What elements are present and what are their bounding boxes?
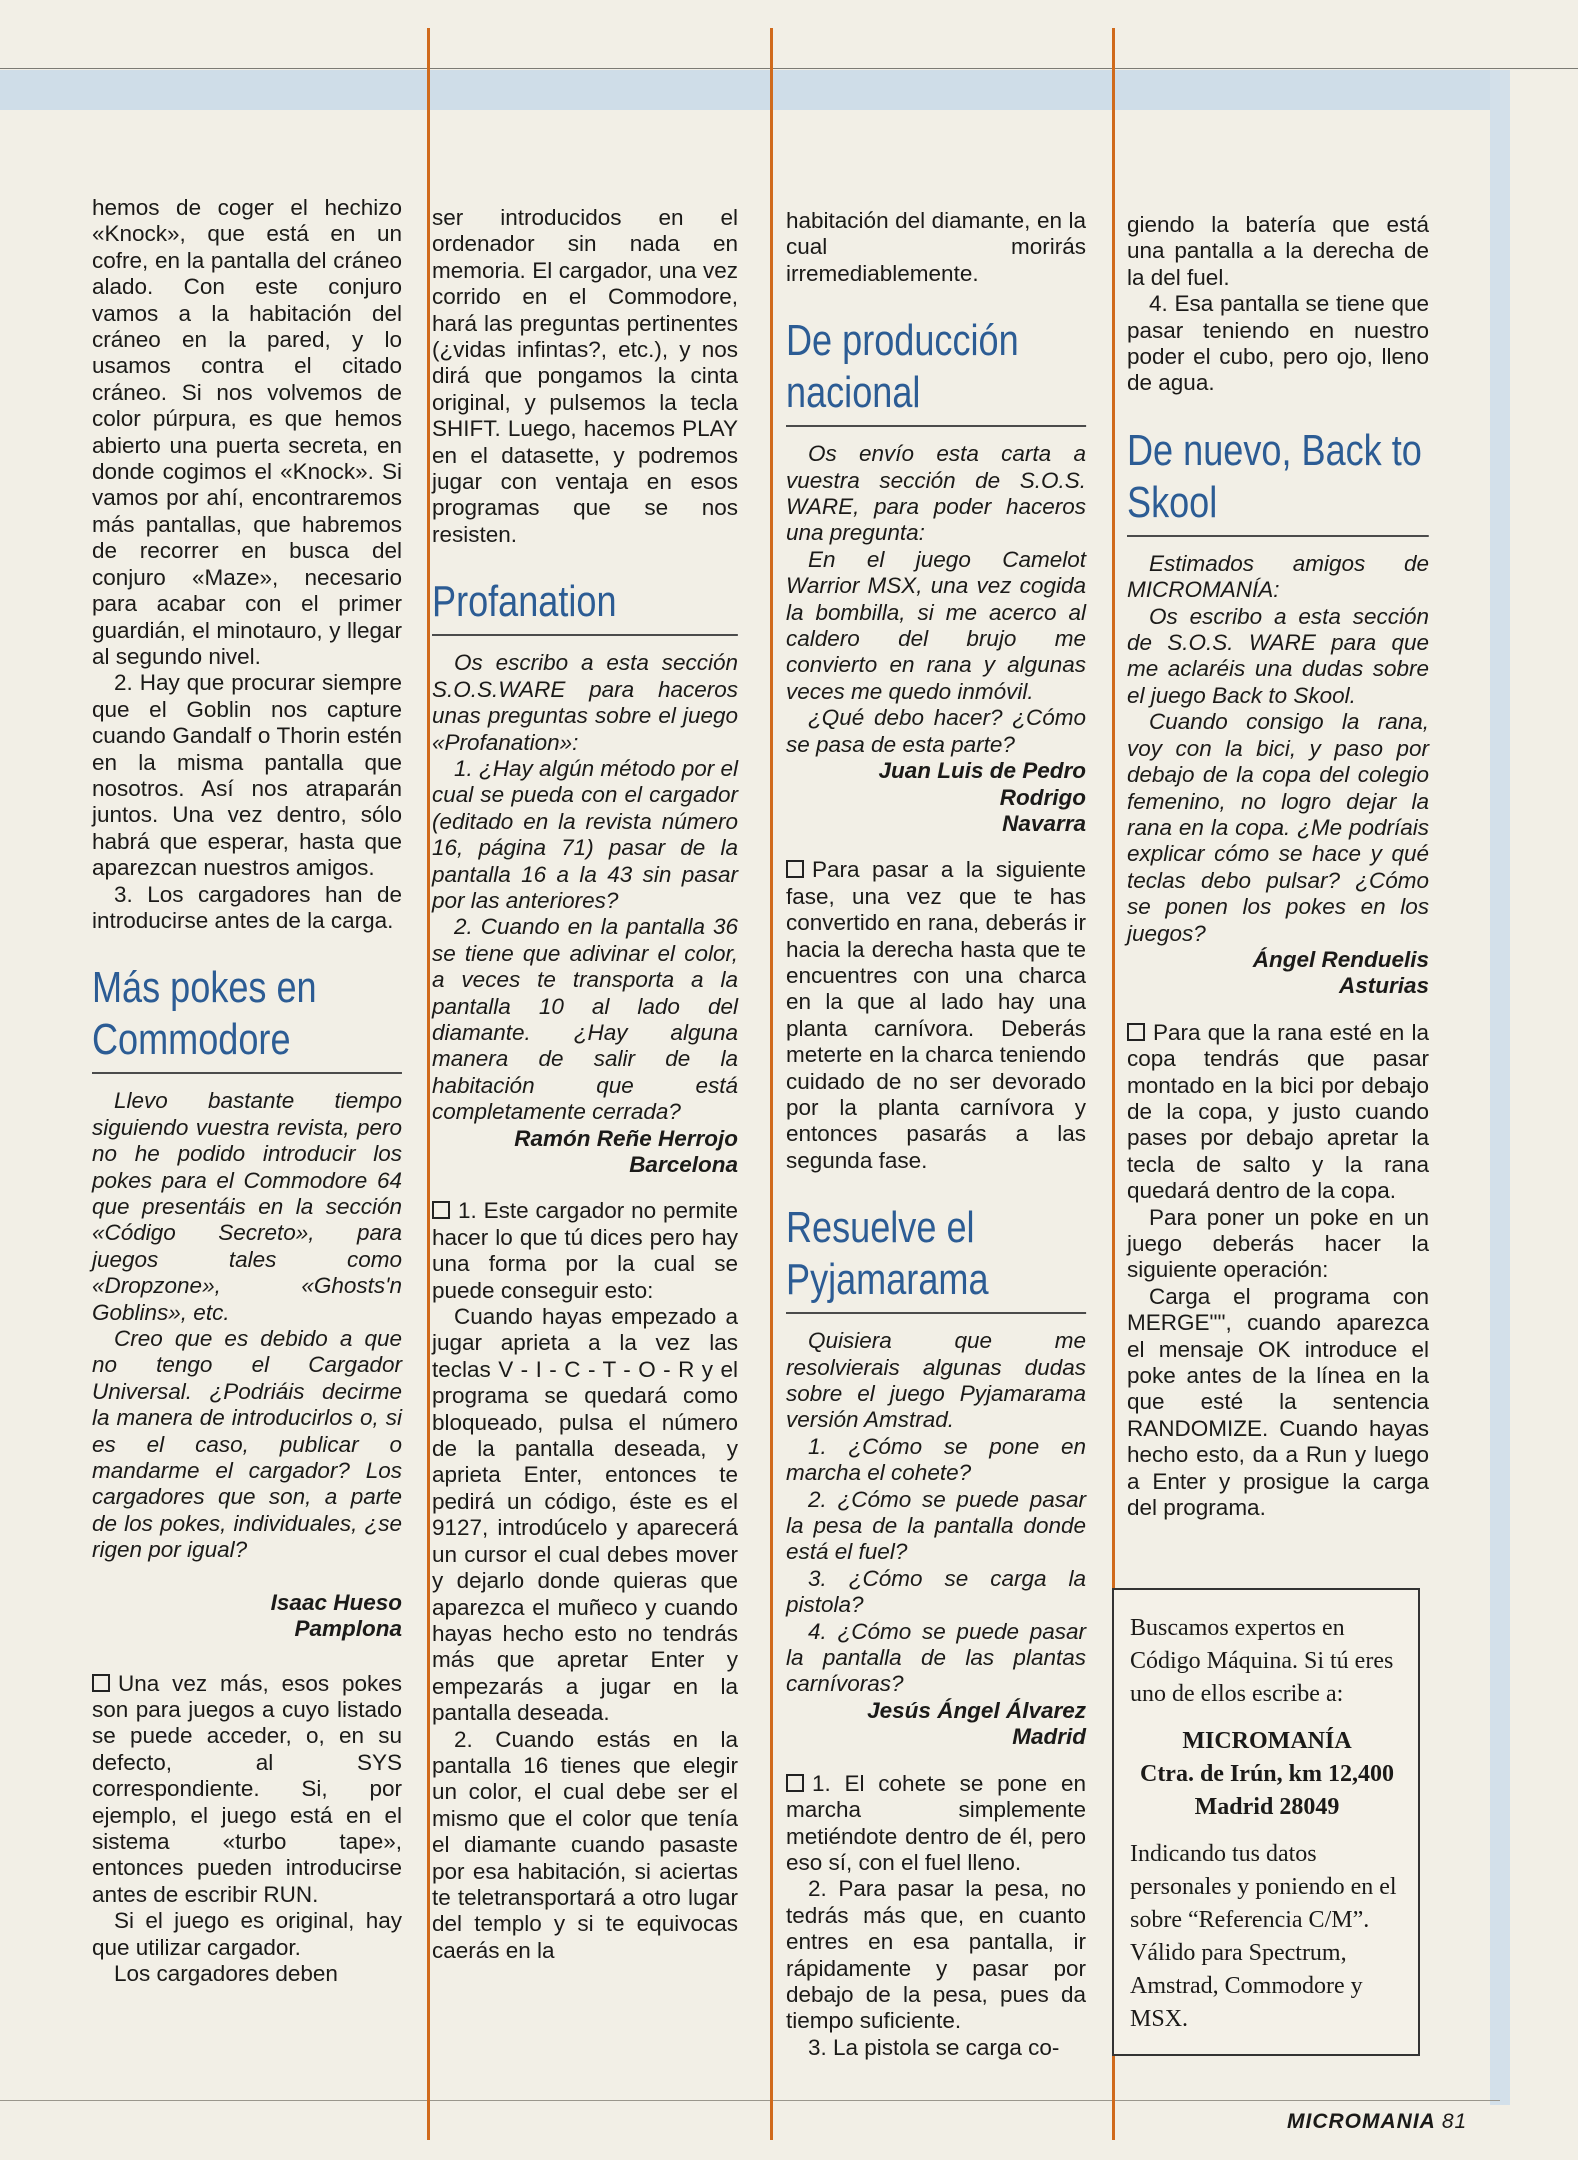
paragraph: Si el juego es original, hay que utilizar cargador. — [92, 1908, 402, 1960]
page-footer — [1287, 2110, 1467, 2134]
letter-text: 3. ¿Cómo se carga la pistola? — [786, 1565, 1086, 1618]
letter-location: Asturias — [1338, 973, 1429, 999]
letter-text: ¿Qué debo hacer? ¿Cómo se pasa de esta parte? — [786, 705, 1086, 757]
paragraph: 2. Hay que procurar siempre que el Goblin nos capture cuando Gandalf o Thorin estén en la misma pantalla que nosotros. Así nos atraparán juntos. Una vez dentro, sólo habrá que esperar, hasta que aparezcan nuestros amigos. — [92, 670, 402, 881]
letter-signature: Jesús Ángel Álvarez — [867, 1697, 1086, 1723]
section-heading: Resuelve el Pyjamarama — [786, 1202, 1086, 1314]
letter-signature: Isaac Hueso — [270, 1589, 402, 1615]
letter-text: Creo que es debido a que no tengo el Cargador Universal. ¿Podriáis decirme la manera de introducirlos o, si es el caso, publicar o mandarme el cargador? Los cargadores que son, a parte de los pokes, individuales, ¿se rigen por igual? — [92, 1326, 402, 1563]
paragraph: Los cargadores deben — [114, 1960, 338, 1986]
column-4 — [1127, 212, 1429, 1521]
contact-intro: Buscamos expertos en Código Máquina. Si tú eres uno de ellos escribe a: — [1130, 1615, 1394, 1707]
letter-text: Llevo bastante tiempo siguiendo vuestra revista, pero no he podido introducir los pokes para el Commodore 64 que presentáis en la sección «Código Secreto», para juegos tales como «Dropzone», «Ghosts'n Goblins», etc. — [92, 1088, 402, 1325]
letter-text: 1. ¿Hay algún método por el cual se pueda con el cargador (editado en la revista número 16, página 71) pasar de la pantalla 16 a la 43 sin pasar por las anteriores? — [432, 755, 738, 913]
page-frame-bottom — [0, 2100, 1500, 2101]
section-heading: De nuevo, Back to Skool — [1127, 425, 1429, 537]
letter-location: Barcelona — [629, 1152, 738, 1177]
letter-text: Os escribo a esta sección S.O.S.WARE para haceros unas preguntas sobre el juego «Profanation»: — [432, 650, 738, 755]
paragraph: ser introducidos en el ordenador sin nada en memoria. El cargador, una vez corrido en el Commodore, hará las preguntas pertinentes (¿vidas infintas?, etc.), y nos dirá que pongamos la cinta original, y pulsemos la tecla SHIFT. Luego, hacemos PLAY en el datasette, y podremos jugar con ventaja en esos programas que se nos resisten. — [432, 205, 738, 547]
paragraph: habitación del diamante, en la cual morirás irremediablemente. — [786, 208, 1086, 286]
answer-box-icon — [786, 1774, 804, 1792]
letter-text: 2. Cuando en la pantalla 36 se tiene que adivinar el color, a veces te transporta a la pantalla 10 al lado del diamante. ¿Hay alguna manera de salir de la habitación que está completamente cerrada? — [432, 914, 738, 1125]
section-heading: De producción nacional — [786, 315, 1086, 427]
paragraph: hemos de coger el hechizo «Knock», que está en un cofre, en la pantalla del cráneo alado. Con este conjuro vamos a la habitación del cráneo en la pared, y lo usamos contra el citado cráneo. Si nos volvemos de color púrpura, es que hemos abierto una puerta secreta, en donde cogimos el «Knock». Si vamos por ahí, encontraremos más pantallas, que habremos de recorrer en busca del conjuro «Maze», necesario para acabar con el primer guardián, el minotauro, y llegar al segundo nivel. — [92, 195, 402, 669]
answer-text: Para pasar a la siguiente fase, una vez que te has convertido en rana, deberás ir hacia la derecha hasta que te encuentres con una charca en la que al lado hay una planta carnívora. Deberás meterte en la charca teniendo cuidado de no ser devorado por la planta carnívora y entonces pasarás a las segunda fase. — [786, 857, 1086, 1173]
column-rule — [427, 28, 430, 2140]
letter-text: 1. ¿Cómo se pone en marcha el cohete? — [786, 1433, 1086, 1486]
column-1 — [92, 195, 402, 1987]
paragraph: 2. Cuando estás en la pantalla 16 tienes que elegir un color, el cual debe ser el mismo que el color que tenía el diamante cuando pasaste por esa habitación, si aciertas te teletransportará a otro lugar del templo y si te equivocas caerás en la — [432, 1726, 738, 1963]
letter-text: En el juego Camelot Warrior MSX, una vez cogida la bombilla, si me acerco al caldero del brujo me convierto en rana y algunas veces me quedo inmóvil. — [786, 546, 1086, 704]
letter-signature: Juan Luis de Pedro Rodrigo — [878, 758, 1086, 810]
page-frame-top — [0, 68, 1578, 69]
contact-address — [1130, 1725, 1404, 1824]
address-city: Madrid 28049 — [1194, 1794, 1340, 1820]
address-name: MICROMANÍA — [1182, 1728, 1352, 1754]
answer-text: Una vez más, esos pokes son para juegos a cuyo listado se puede acceder, o, en su defecto, al SYS correspondiente. Si, por ejemplo, el juego está en el sistema «turbo tape», entonces pueden introducirse antes de escribir RUN. — [92, 1670, 402, 1907]
contact-instructions: Indicando tus datos personales y poniendo en el sobre “Referencia C/M”. Válido para Spectrum, Amstrad, Commodore y MSX. — [1130, 1841, 1397, 2032]
page-number: 81 — [1441, 2110, 1468, 2133]
letter-signature: Ramón Reñe Herrojo — [514, 1125, 738, 1151]
answer-box-icon — [92, 1674, 110, 1692]
section-heading: Profanation — [432, 576, 738, 636]
column-3 — [786, 208, 1086, 2061]
answer-box-icon — [786, 860, 804, 878]
paragraph: giendo la batería que está una pantalla a la derecha de la del fuel. — [1127, 212, 1429, 290]
answer-text: 1. Este cargador no permite hacer lo que tú dices pero hay una forma por la cual se puede conseguir esto: — [432, 1198, 738, 1303]
answer-text: 1. El cohete se pone en marcha simplemente metiéndote dentro de él, pero eso sí, con el fuel lleno. — [786, 1770, 1086, 1875]
answer-box-icon — [1127, 1023, 1145, 1041]
letter-text: Os envío esta carta a vuestra sección de S.O.S. WARE, para poder haceros una pregunta: — [786, 441, 1086, 546]
paragraph: Cuando hayas empezado a jugar aprieta a la vez las teclas V - I - C - T - O - R y el programa se quedará como bloqueado, pulsa el número de la pantalla deseada, y aprieta Enter, entonces te pedirá un código, éste es el 9127, introdúcelo y aparecerá un cursor el cual debes mover y dejarlo donde quieras que aparezca el muñeco y cuando hayas hecho esto no tendrás más que apretar Enter y empezarás a jugar en la pantalla deseada. — [432, 1304, 738, 1726]
letter-text: 4. ¿Cómo se puede pasar la pantalla de las plantas carnívoras? — [786, 1618, 1086, 1697]
letter-location: Pamplona — [294, 1616, 402, 1642]
section-heading: Más pokes en Commodore — [92, 962, 402, 1074]
answer-text: Para que la rana esté en la copa tendrás que pasar montado en la bici por debajo de la copa, y justo cuando pases por debajo apretar la tecla de salto y la rana quedará dentro de la copa. — [1127, 1019, 1429, 1204]
contact-box — [1112, 1588, 1420, 2056]
side-band — [1490, 70, 1510, 2105]
letter-text: Quisiera que me resolvierais algunas dudas sobre el juego Pyjamarama versión Amstrad. — [786, 1328, 1086, 1433]
letter-location: Navarra — [1002, 810, 1086, 836]
letter-text: 2. ¿Cómo se puede pasar la pesa de la pantalla donde está el fuel? — [786, 1486, 1086, 1565]
letter-location: Madrid — [1012, 1724, 1086, 1750]
paragraph: 3. Los cargadores han de introducirse antes de la carga. — [92, 881, 402, 933]
letter-text: Cuando consigo la rana, voy con la bici, y paso por debajo de la copa del colegio femenino, no logro dejar la rana en la copa. ¿Me podríais explicar cómo se hace y qué teclas debo pulsar? ¿Cómo se ponen los pokes en los juegos? — [1127, 709, 1429, 946]
address-street: Ctra. de Irún, km 12,400 — [1139, 1761, 1394, 1787]
paragraph: Carga el programa con MERGE"", cuando aparezca el mensaje OK introduce el poke antes de la línea en la que esté la sentencia RANDOMIZE. Cuando hayas hecho esto, da a Run y luego a Enter y prosigue la carga del programa. — [1127, 1283, 1429, 1521]
letter-signature: Ángel Renduelis — [1252, 946, 1429, 972]
letter-text: Os escribo a esta sección de S.O.S. WARE para que me aclaréis una dudas sobre el juego Back to Skool. — [1127, 603, 1429, 708]
answer-box-icon — [432, 1201, 450, 1219]
header-band — [0, 70, 1500, 110]
paragraph: Para poner un poke en un juego deberás hacer la siguiente operación: — [1127, 1204, 1429, 1283]
column-2 — [432, 205, 738, 1964]
paragraph: 4. Esa pantalla se tiene que pasar teniendo en nuestro poder el cubo, pero ojo, lleno de agua. — [1127, 291, 1429, 396]
paragraph: 2. Para pasar la pesa, no tedrás más que, en cuanto entres en esa pantalla, ir rápidamente y pasar por debajo de la pesa, pues da tiempo suficiente. — [786, 1876, 1086, 2034]
magazine-name: MICROMANIA — [1287, 2110, 1436, 2133]
column-rule — [770, 28, 773, 2140]
paragraph: 3. La pistola se carga co- — [808, 2034, 1060, 2060]
letter-text: Estimados amigos de MICROMANÍA: — [1127, 550, 1429, 603]
